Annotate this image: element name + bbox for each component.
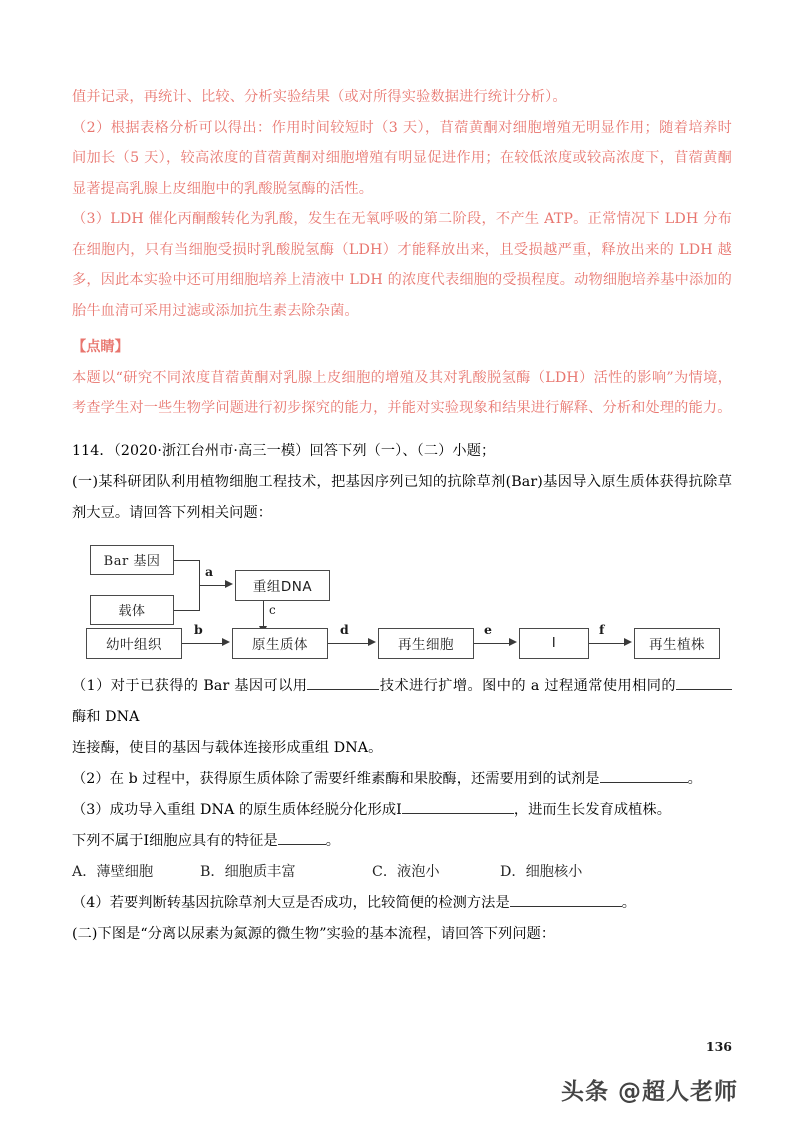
sub-question-4 xyxy=(72,888,732,919)
q3-text-c: 下列不属于I细胞应具有的特征是 xyxy=(72,832,278,849)
choice-a[interactable]: A．薄壁细胞 xyxy=(72,863,154,880)
hint-body: 本题以“研究不同浓度苜蓿黄酮对乳腺上皮细胞的增殖及其对乳酸脱氢酶（LDH）活性的影响”为情境，考查学生对一些生物学问题进行初步探究的能力，并能对实验现象和结果进行解释、分析和处理的能力。 xyxy=(72,369,732,416)
flow-arrow-d xyxy=(368,638,376,646)
analysis-paragraph-1: 值并记录，再统计、比较、分析实验结果（或对所得实验数据进行统计分析）。 xyxy=(72,89,567,105)
flow-node-bar-gene: Bar 基因 xyxy=(90,545,174,575)
choice-d[interactable]: D．细胞核小 xyxy=(500,863,583,880)
flow-arrow-a xyxy=(225,580,233,588)
analysis-paragraph-3: （3）LDH 催化丙酮酸转化为乳酸，发生在无氧呼吸的第二阶段，不产生 ATP。正常情况下 LDH 分布在细胞内，只有当细胞受损时乳酸脱氢酶（LDH）才能释放出来，且受损越严重，释放出来的 LDH 越多，因此本实验中还可用细胞培养上清液中 LDH 的浓度代表细胞的受损程度。动物细胞培养基中添加的胎牛血清可采用过滤或添加抗生素去除杂菌。 xyxy=(72,211,732,319)
flow-line-d xyxy=(328,643,369,644)
sub-question-3-cont xyxy=(72,826,732,857)
watermark-text: 头条 @超人老师 xyxy=(560,1079,738,1105)
q3-blank-2[interactable] xyxy=(278,844,326,845)
q2-text-a: （2）在 b 过程中，获得原生质体除了需要纤维素酶和果胶酶，还需要用到的试剂是 xyxy=(72,770,600,787)
flow-node-young-leaf: 幼叶组织 xyxy=(86,628,182,659)
flow-line-e xyxy=(474,643,510,644)
flow-label-d: d xyxy=(340,621,349,637)
flow-label-f: f xyxy=(599,621,605,637)
flow-line-c xyxy=(263,601,264,627)
analysis-paragraph-2: （2）根据表格分析可以得出：作用时间较短时（3 天），苜蓿黄酮对细胞增殖无明显作用；随着培养时间加长（5 天），较高浓度的苜蓿黄酮对细胞增殖有明显促进作用；在较低浓度或较高浓度下，苜蓿黄酮显著提高乳腺上皮细胞中的乳酸脱氢酶的活性。 xyxy=(72,119,732,197)
flow-node-recombinant-dna: 重组DNA xyxy=(235,570,330,601)
q1-text-c: 酶和 DNA xyxy=(72,708,140,725)
part-one-intro: (一)某科研团队利用植物细胞工程技术，把基因序列已知的抗除草剂(Bar)基因导入原生质体获得抗除草剂大豆。请回答下列相关问题： xyxy=(72,473,732,521)
q3-text-d: 。 xyxy=(325,832,341,849)
flow-line-vector-to-bracket xyxy=(174,610,200,611)
flow-arrow-f xyxy=(624,638,632,646)
flow-line-b xyxy=(182,643,223,644)
choice-list xyxy=(72,857,732,888)
q1-text-a: （1）对于已获得的 Bar 基因可以用 xyxy=(72,677,308,694)
flow-node-regenerated-plant: 再生植株 xyxy=(634,628,720,659)
flow-label-e: e xyxy=(484,621,492,637)
question-section xyxy=(72,436,732,950)
sub-question-2 xyxy=(72,764,732,795)
flow-node-regenerated-cell: 再生细胞 xyxy=(378,628,474,659)
flow-line-bar-to-bracket xyxy=(174,560,200,561)
q1-text-b: 技术进行扩增。图中的 a 过程通常使用相同的 xyxy=(379,677,676,694)
gene-transfer-flowchart xyxy=(86,543,705,661)
hint-heading: 【点睛】 xyxy=(72,339,129,355)
part-two-intro: (二)下图是“分离以尿素为氮源的微生物”实验的基本流程，请回答下列问题： xyxy=(72,925,556,942)
choice-c[interactable]: C．液泡小 xyxy=(372,863,440,880)
sub-question-3 xyxy=(72,795,732,826)
section-gap xyxy=(72,424,732,436)
flow-label-a: a xyxy=(205,563,214,579)
sub-question-1-cont: 连接酶，使目的基因与载体连接形成重组 DNA。 xyxy=(72,739,383,756)
q3-blank-1[interactable] xyxy=(402,813,514,814)
analysis-section xyxy=(72,82,732,424)
flow-label-c: c xyxy=(269,602,276,617)
q4-text-b: 。 xyxy=(621,894,637,911)
question-number-line: 114．（2020·浙江台州市·高三一模）回答下列（一）、（二）小题； xyxy=(72,442,496,459)
q4-text-a: （4）若要判断转基因抗除草剂大豆是否成功，比较简便的检测方法是 xyxy=(72,894,510,911)
q4-blank-1[interactable] xyxy=(510,906,622,907)
flow-node-protoplast: 原生质体 xyxy=(232,628,328,659)
q2-blank-1[interactable] xyxy=(600,782,688,783)
flow-node-vector: 载体 xyxy=(90,595,174,625)
q1-blank-1[interactable] xyxy=(307,689,379,690)
flow-node-I: I xyxy=(519,628,589,659)
sub-question-1 xyxy=(72,671,732,733)
choice-b[interactable]: B．细胞质丰富 xyxy=(200,863,296,880)
flow-arrow-e xyxy=(509,638,517,646)
flow-label-b: b xyxy=(194,621,203,637)
flow-line-f xyxy=(589,643,625,644)
q1-blank-2[interactable] xyxy=(676,689,732,690)
flow-line-a xyxy=(199,585,226,586)
q3-text-b: ，进而生长发育成植株。 xyxy=(513,801,672,818)
q3-text-a: （3）成功导入重组 DNA 的原生质体经脱分化形成I xyxy=(72,801,402,818)
page-number: 136 xyxy=(705,1039,732,1054)
q2-text-b: 。 xyxy=(687,770,702,787)
flow-arrow-b xyxy=(222,638,230,646)
